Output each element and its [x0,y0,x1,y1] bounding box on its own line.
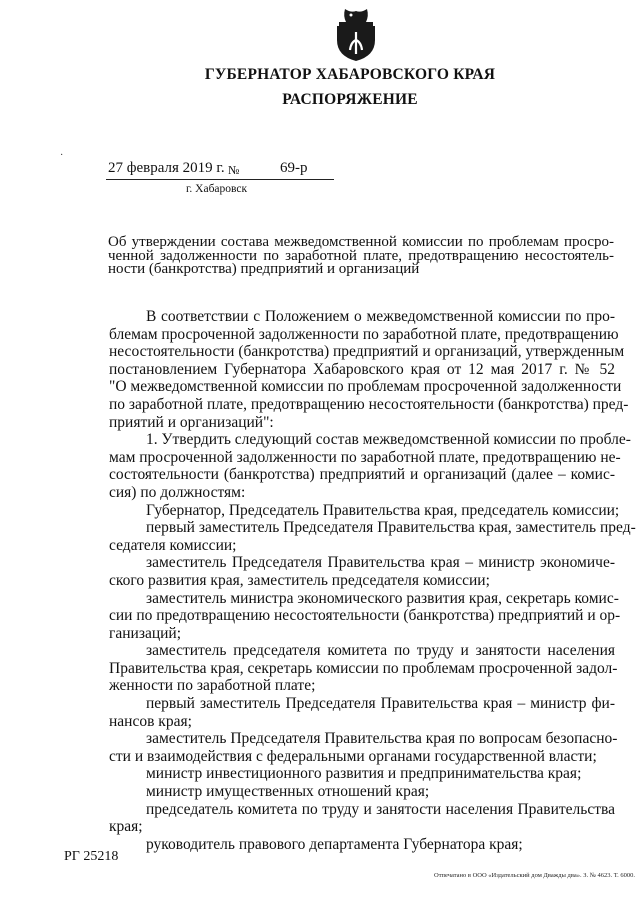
document-subject [108,236,614,277]
body-line: сти и взаимодействия с федеральными органами государственной власти; [109,747,597,765]
body-line: по заработной плате, предотвращению несостоятельности (банкротства) пред- [109,395,629,413]
body-line: заместитель Председателя Правительства края – министр экономиче- [146,554,615,572]
body-line: первый заместитель Председателя Правительства края, заместитель пред- [146,519,636,537]
body-line: руководитель правового департамента Губернатора края; [146,835,523,853]
body-line: сия) по должностям: [109,483,246,501]
date-number-line [106,160,334,180]
body-line: края; [109,818,143,836]
body-line: заместитель Председателя Правительства края по вопросам безопасно- [146,730,618,748]
body-line: заместитель министра экономического развития края, секретарь комис- [146,589,619,607]
coat-of-arms-icon [331,6,381,62]
body-line: несостоятельности (банкротства) предприятий и организаций, утвержденным [109,343,625,361]
body-line: Правительства края, секретарь комиссии по проблемам просроченной задол- [109,659,618,677]
body-line: министр имущественных отношений края; [146,783,430,801]
body-line: блемам просроченной задолженности по заработной плате, предотвращению [109,325,619,343]
body-line: В соответствии с Положением о межведомственной комиссии по про- [146,308,615,325]
registry-code: РГ 25218 [64,849,119,864]
document-body [109,308,636,853]
body-line: нансов края; [109,712,192,730]
body-line: Губернатор, Председатель Правительства края, председатель комиссии; [146,501,620,519]
document-type-title: РАСПОРЯЖЕНИЕ [282,91,418,108]
document-number: 69-р [280,160,308,176]
printing-note: Отпечатано в ООО «Издательский дом Дважды два». З. № 4623. Т. 6000. [434,872,635,879]
body-line: женности по заработной плате; [109,677,316,695]
body-line: министр инвестиционного развития и предпринимательства края; [146,765,582,783]
body-line: сии по предотвращению несостоятельности (банкротства) предприятий и ор- [109,607,621,625]
body-line: состоятельности (банкротства) предприятий и организаций (далее – комис- [109,466,615,484]
governor-title: ГУБЕРНАТОР ХАБАРОВСКОГО КРАЯ [204,66,496,83]
body-line: ганизаций; [109,624,182,642]
document-date: 27 февраля 2019 г. [108,160,225,176]
number-sign: № [228,163,240,177]
body-line: мам просроченной задолженности по заработной плате, предотвращению не- [109,448,621,466]
body-line: седателя комиссии; [109,536,237,554]
margin-dot: · [60,150,64,161]
body-line: "О межведомственной комиссии по проблемам просроченной задолженности [109,378,622,396]
document-city: г. Хабаровск [186,183,248,195]
subject-line: ности (банкротства) предприятий и организаций [108,261,420,277]
body-line: постановлением Губернатора Хабаровского края от 12 мая 2017 г. № 52 [109,360,615,378]
subject-line: ченной задолженности по заработной плате, предотвращению несостоятель- [108,247,614,264]
body-line: председатель комитета по труду и занятости населения Правительства [146,800,615,818]
body-line: ского развития края, заместитель председателя комиссии; [109,571,490,589]
body-line: 1. Утвердить следующий состав межведомственной комиссии по пробле- [146,431,631,449]
body-line: первый заместитель Председателя Правительства края – министр фи- [146,695,615,713]
body-line: заместитель председателя комитета по труду и занятости населения [146,642,615,660]
subject-line: Об утверждении состава межведомственной комиссии по проблемам просро- [108,234,614,250]
body-line: приятий и организаций": [109,413,274,431]
